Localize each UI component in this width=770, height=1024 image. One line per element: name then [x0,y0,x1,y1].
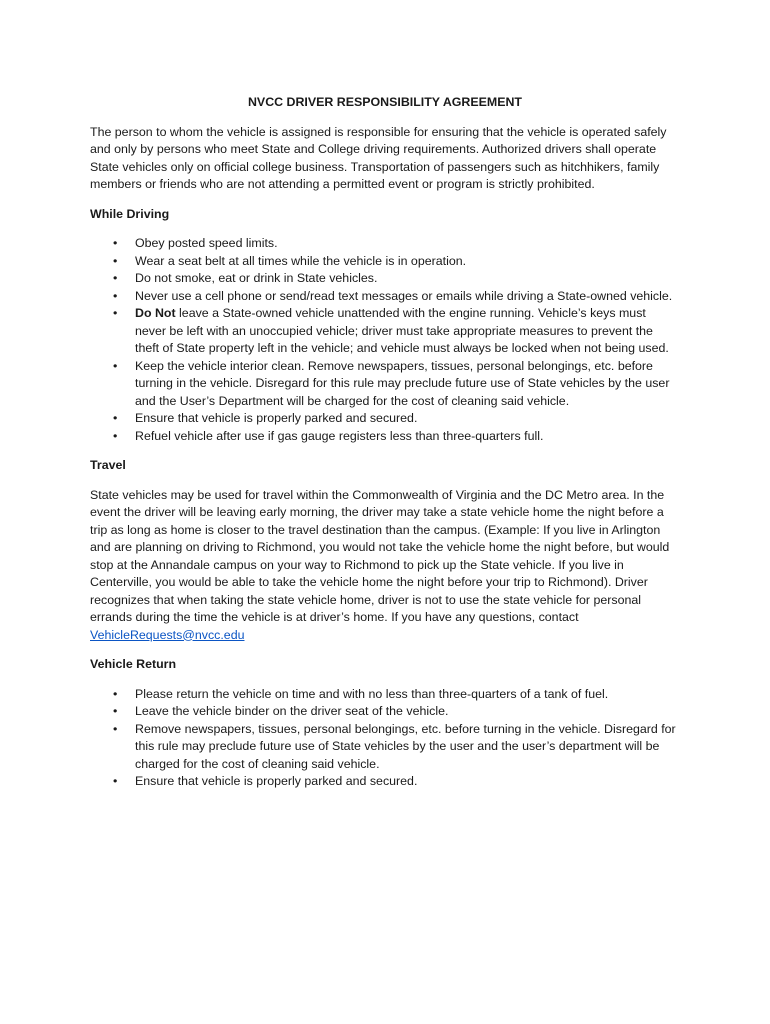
bullet-icon: • [113,704,118,718]
list-item: • Remove newspapers, tissues, personal belongings, etc. before turning in the vehicle. Disregard for this rule may preclude future use of State vehicles by the user and the user’s department will be charged for the cost of cleaning said vehicle. [113,721,676,771]
list-item: • Do Not leave a State-owned vehicle unattended with the engine running. Vehicle’s keys must never be left with an unoccupied vehicle; driver must take appropriate measures to prevent the theft of State property left in the vehicle; and vehicle must always be locked when not being used. [113,306,669,355]
list-item: • Wear a seat belt at all times while the vehicle is in operation. [90,253,680,271]
document-title: NVCC DRIVER RESPONSIBILITY AGREEMENT [247,95,522,109]
bullet-icon: • [113,411,118,425]
while-driving-heading: While Driving [90,206,170,221]
bullet-icon: • [113,306,118,320]
while-driving-list [90,235,680,445]
travel-paragraph: State vehicles may be used for travel within the Commonwealth of Virginia and the DC Metro area. In the event the driver will be leaving early morning, the driver may take a state vehicle home the night before a trip as long as home is closer to the travel destination than the campus. (Example: If you live in Arlington and are planning on driving to Richmond, you would not take the vehicle home the night before, but would stop at the Annandale campus on your way to Richmond to pick up the State vehicle. If you live in Centerville, you would be able to take the vehicle home the night before your trip to Richmond). Driver recognizes that when taking the state vehicle home, driver is not to use the state vehicle for personal errands during the time the vehicle is at driver’s home. If you have any questions, contact VehicleRequests@nvcc.edu [90,487,670,642]
list-item: • Ensure that vehicle is properly parked and secured. [90,410,680,428]
list-item: • Ensure that vehicle is properly parked and secured. [90,773,680,791]
travel-heading: Travel [90,458,126,472]
list-item: • Obey posted speed limits. [90,235,680,253]
bullet-icon: • [113,253,118,268]
intro-paragraph: The person to whom the vehicle is assigned is responsible for ensuring that the vehicle is operated safely and only by persons who meet State and College driving requirements. Authorized drivers shall operate State vehicles only on official college business. Transportation of passengers such as hitchhikers, family members or friends who are not attending a permitted event or program is strictly prohibited. [90,124,667,191]
list-item: • Never use a cell phone or send/read text messages or emails while driving a State-owned vehicle. [90,288,680,306]
bullet-icon: • [113,721,118,736]
list-item: • Leave the vehicle binder on the driver seat of the vehicle. [90,703,680,721]
bullet-icon: • [113,428,118,443]
vehicle-return-list [90,686,680,791]
bullet-icon: • [113,288,118,303]
vehicle-return-heading: Vehicle Return [90,657,177,671]
list-item: • Refuel vehicle after use if gas gauge registers less than three-quarters full. [90,428,680,446]
bullet-icon: • [113,686,118,701]
list-item: • Keep the vehicle interior clean. Remove newspapers, tissues, personal belongings, etc. before turning in the vehicle. Disregard for this rule may preclude future use of State vehicles by the user and the User’s Department will be charged for the cost of cleaning said vehicle. [113,358,670,408]
emphasis-text: Do Not [135,306,176,320]
bullet-icon: • [113,774,118,788]
document-body [90,94,680,797]
email-link[interactable]: VehicleRequests@nvcc.edu [90,627,245,642]
bullet-icon: • [113,271,118,285]
list-item: • Do not smoke, eat or drink in State vehicles. [90,270,680,288]
list-item: • Please return the vehicle on time and with no less than three-quarters of a tank of fuel. [90,686,680,704]
bullet-icon: • [113,236,118,250]
bullet-icon: • [113,358,118,373]
